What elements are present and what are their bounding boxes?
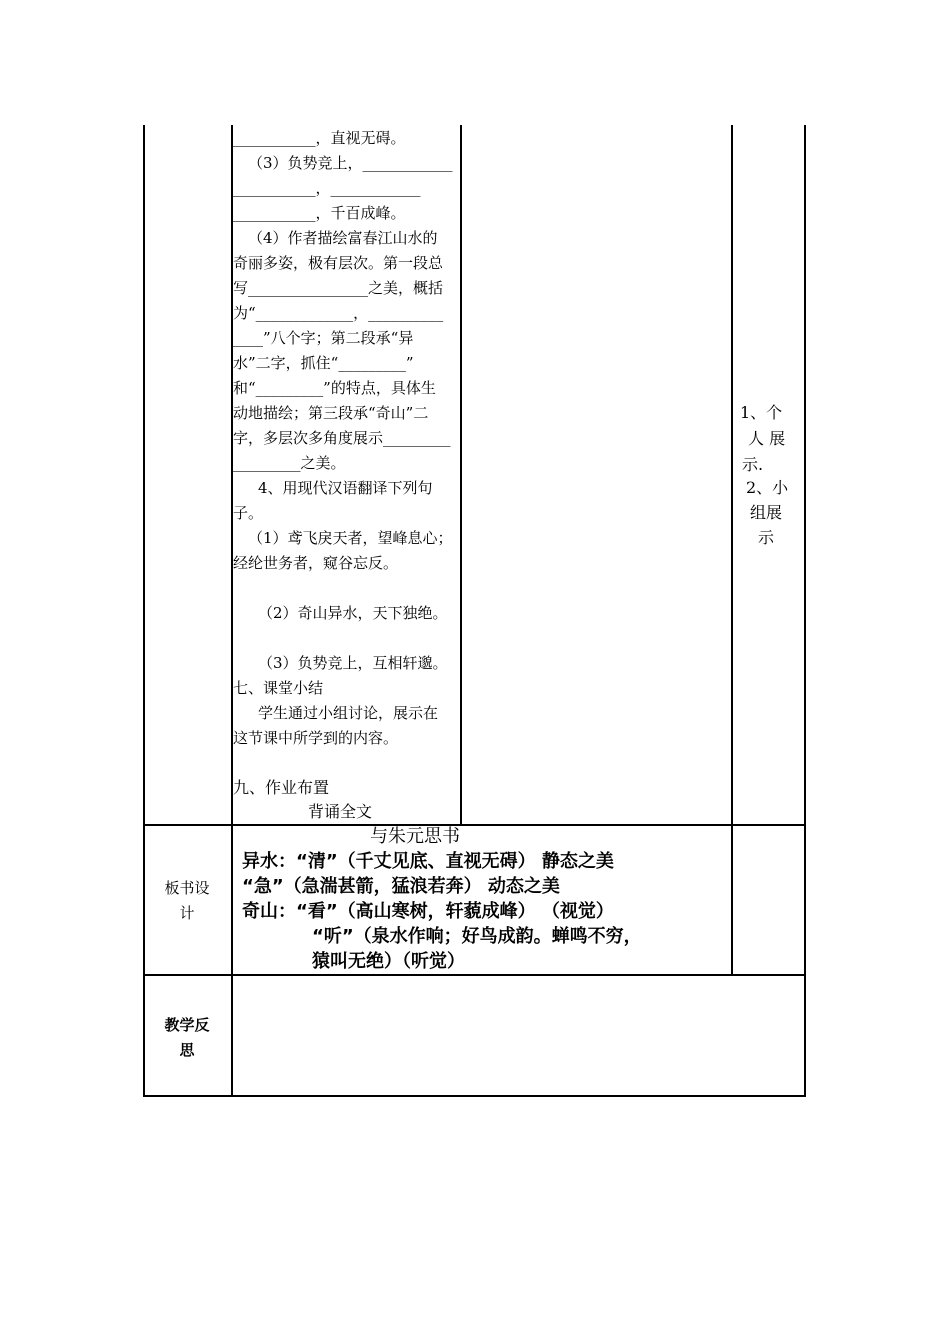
activity-line: （4）作者描绘富春江山水的 [248,229,438,247]
activity-line: ____”八个字；第二段承“异 [233,329,414,347]
reflection-label: 教学反 [164,1016,210,1034]
activity-line: ___________，直视无碍。 [233,129,406,147]
row-divider-2 [143,974,806,976]
student-line: 1、个 [740,403,783,422]
activity-line: 为“_____________，__________ [233,304,444,322]
student-line: 示. [742,455,764,474]
student-line: 人 展 [748,429,786,448]
activity-line: 写________________之美，概括 [233,279,444,297]
board-line: 异水：“清”（千丈见底、直视无碍） 静态之美 [242,851,614,872]
board-line: 猿叫无绝）（听觉） [312,951,465,972]
activity-line: 九、作业布置 [233,778,330,797]
activity-line: _________之美。 [233,454,346,472]
row-divider-1 [143,824,806,826]
activity-line: ___________，千百成峰。 [233,204,406,222]
table-bottom-border [143,1095,806,1097]
activity-line: 背诵全文 [308,802,373,821]
board-line: “听”（泉水作响；好鸟成韵。蝉鸣不穷， [312,926,642,947]
table-left-border [143,125,145,1097]
activity-line: 字，多层次多角度展示_________ [233,429,451,447]
column-divider-3 [731,125,733,975]
activity-line: （3）负势竞上，____________ [248,154,453,172]
board-title: 与朱元思书 [370,826,460,847]
activity-line: 和“_________”的特点，具体生 [233,379,436,397]
activity-line: 4、用现代汉语翻译下列句 [258,479,433,497]
activity-line: 这节课中所学到的内容。 [233,729,399,747]
activity-line: （3）负势竞上，互相轩邈。 [258,654,448,672]
reflection-label: 思 [179,1041,195,1059]
board-line: “急”（急湍甚箭，猛浪若奔） 动态之美 [242,876,560,897]
activity-line: 七、课堂小结 [233,679,324,697]
column-divider-2 [460,125,462,825]
board-label: 板书设 [164,879,210,897]
activity-line: 经纶世务者，窥谷忘反。 [233,554,399,572]
activity-line: 奇丽多姿，极有层次。第一段总 [233,254,444,272]
board-line: 奇山：“看”（高山寒树，轩藐成峰） （视觉） [242,901,614,922]
student-line: 2、小 [746,478,789,497]
activity-line: 子。 [233,504,264,522]
activity-line: 学生通过小组讨论，展示在 [258,704,439,722]
board-label: 计 [179,904,195,922]
student-line: 组展 [750,503,783,522]
activity-line: （1）鸢飞戾天者，望峰息心； [248,529,453,547]
activity-line: 动地描绘；第三段承“奇山”二 [233,404,429,422]
table-right-border [804,125,806,1097]
activity-line: （2）奇山异水，天下独绝。 [258,604,448,622]
activity-line: 水”二字，抓住“_________” [233,354,414,372]
activity-line: ___________，____________ [233,179,421,197]
student-line: 示 [758,528,775,547]
